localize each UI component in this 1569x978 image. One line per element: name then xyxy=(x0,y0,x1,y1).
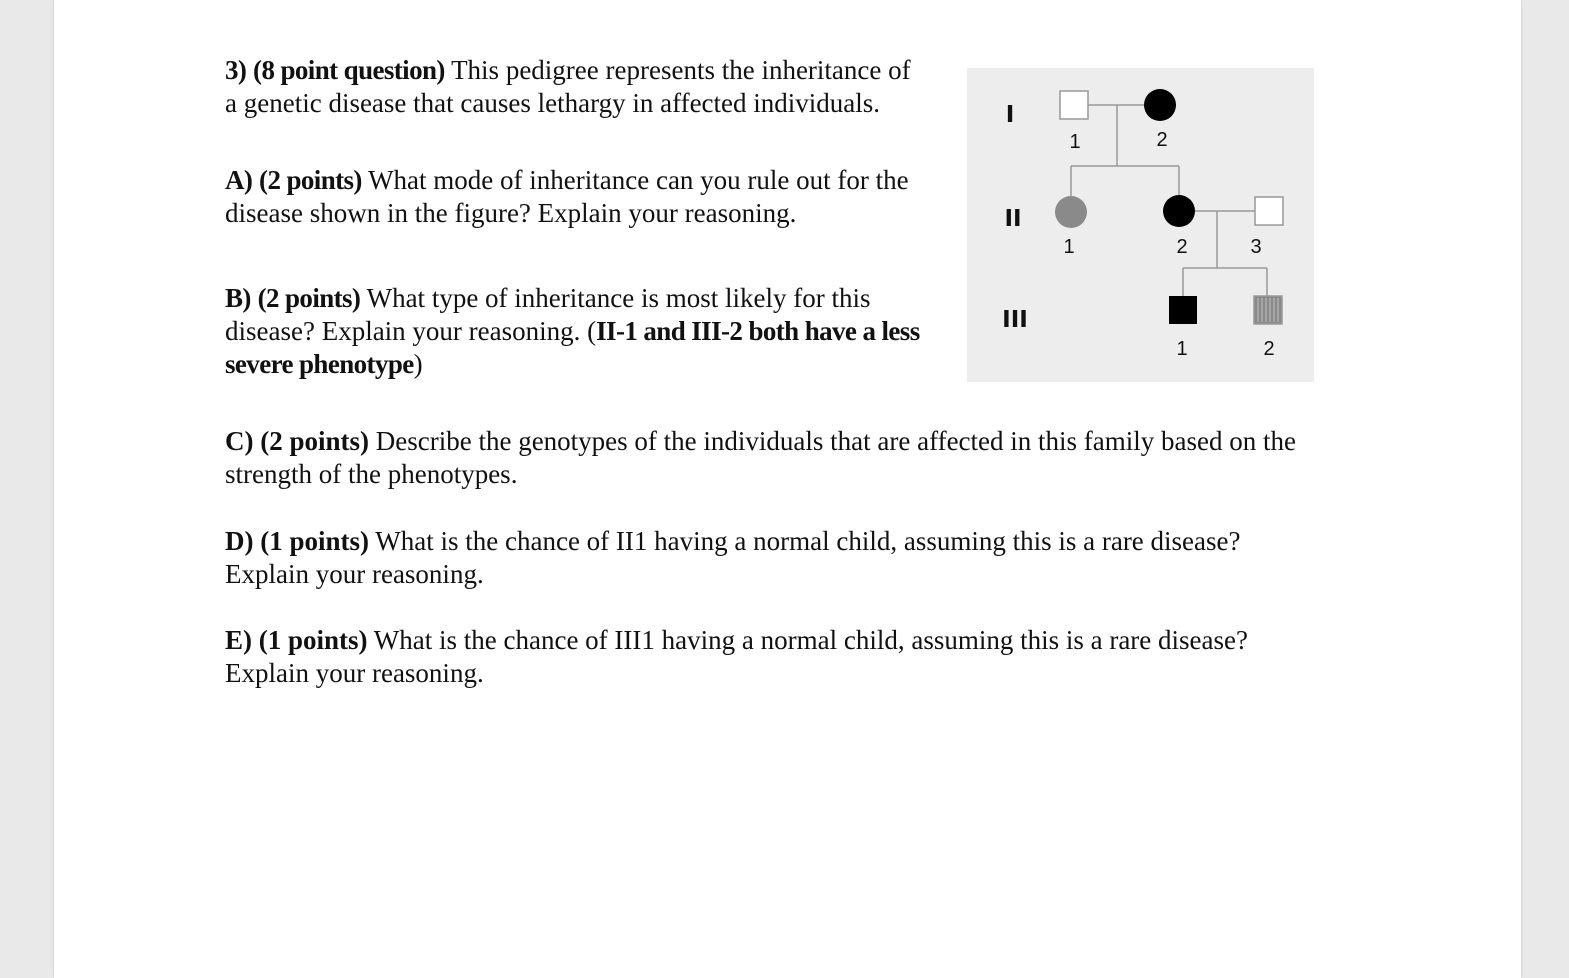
pedigree-chart xyxy=(967,68,1314,382)
part-c-text: Describe the genotypes of the individuals that are affected in this family based on the strength of the phenotypes. xyxy=(225,426,1296,489)
part-c-points: (2 points) xyxy=(260,426,370,456)
generation-label-1: I xyxy=(1005,102,1015,128)
part-e-points: (1 points) xyxy=(258,625,368,655)
question-intro xyxy=(225,54,925,120)
question-part-a xyxy=(225,164,925,230)
question-intro-text: This pedigree represents the inheritance of a genetic disease that causes lethargy in affected individuals. xyxy=(225,55,911,118)
part-d-letter: D) xyxy=(225,526,254,556)
part-d-points: (1 points) xyxy=(260,526,370,556)
individual-iii-1-label: 1 xyxy=(1176,338,1188,360)
pedigree-figure xyxy=(967,68,1314,382)
part-e-text: What is the chance of III1 having a normal child, assuming this is a rare disease? Explain your reasoning. xyxy=(225,625,1248,688)
part-a-points: (2 points) xyxy=(259,165,362,195)
individual-i-1-label: 1 xyxy=(1069,131,1081,153)
question-part-e xyxy=(225,624,1335,690)
individual-i-2-circle xyxy=(1144,89,1176,121)
individual-ii-1-label: 1 xyxy=(1063,236,1075,258)
individual-ii-3-square xyxy=(1255,197,1283,225)
document-page xyxy=(54,0,1521,978)
part-a-letter: A) xyxy=(225,165,253,195)
question-part-b xyxy=(225,282,935,381)
question-points: (8 point question) xyxy=(253,55,445,85)
individual-ii-1-circle xyxy=(1055,196,1087,228)
individual-i-2-label: 2 xyxy=(1156,129,1168,151)
part-a-text: What mode of inheritance can you rule out for the disease shown in the figure? Explain your reasoning. xyxy=(225,165,909,228)
question-number: 3) xyxy=(225,55,247,85)
part-b-letter: B) xyxy=(225,283,251,313)
individual-ii-2-label: 2 xyxy=(1176,236,1188,258)
individual-i-1-square xyxy=(1060,91,1088,119)
individual-ii-3-label: 3 xyxy=(1250,236,1262,258)
individual-ii-2-circle xyxy=(1163,195,1195,227)
individual-iii-1-square xyxy=(1169,296,1197,324)
part-b-close: ) xyxy=(413,349,423,379)
part-b-note: II-1 and III-2 both have a less severe phenotype xyxy=(225,316,920,379)
part-b-points: (2 points) xyxy=(257,283,361,313)
individual-iii-2-label: 2 xyxy=(1263,338,1275,360)
part-d-text: What is the chance of II1 having a normal child, assuming this is a rare disease? Explain your reasoning. xyxy=(225,526,1241,589)
part-c-letter: C) xyxy=(225,426,254,456)
question-part-c xyxy=(225,425,1355,491)
generation-label-3: III xyxy=(1002,307,1028,333)
part-e-letter: E) xyxy=(225,625,252,655)
individual-iii-2-square xyxy=(1254,296,1282,324)
question-part-d xyxy=(225,525,1325,591)
part-b-text: What type of inheritance is most likely for this disease? Explain your reasoning. ( xyxy=(225,283,871,346)
generation-label-2: II xyxy=(1004,206,1022,232)
